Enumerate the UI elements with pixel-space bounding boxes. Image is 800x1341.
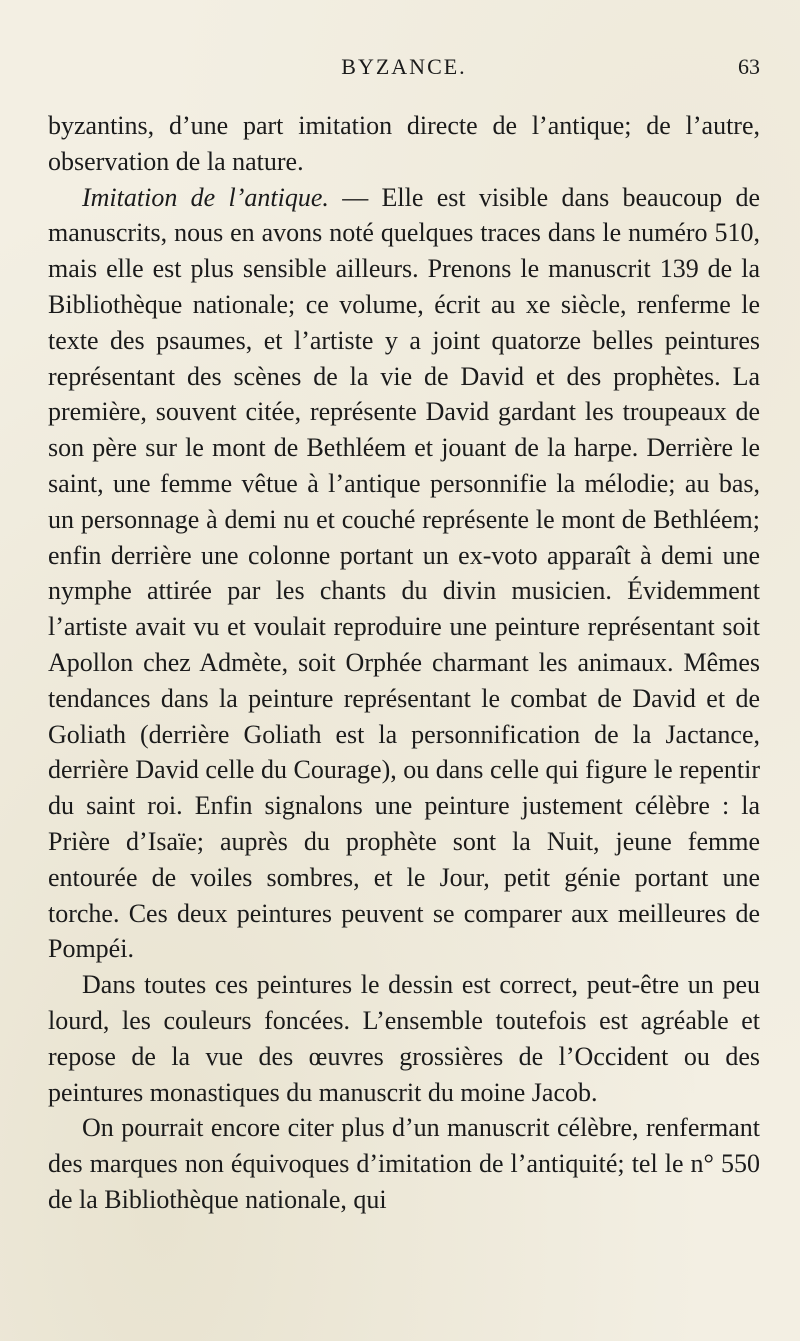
running-title: BYZANCE.: [341, 54, 467, 79]
paragraph-4: [48, 1110, 760, 1217]
paragraph-1-text: byzantins, d’une part imitation directe de l’antique; de l’autre, observation de la nature.: [48, 111, 760, 176]
running-head: [48, 54, 760, 84]
body-text: [48, 108, 760, 1218]
paragraph-2: [48, 180, 760, 968]
paragraph-4-text: On pourrait encore citer plus d’un manuscrit célèbre, renfermant des marques non équivoques d’imitation de l’antiquité; tel le n° 550 de la Bibliothèque nationale, qui: [48, 1113, 760, 1214]
paragraph-2-text: — Elle est visible dans beaucoup de manuscrits, nous en avons noté quelques traces dans le numéro 510, mais elle est plus sensible ailleurs. Prenons le manuscrit 139 de la Bibliothèque nationale; ce volume, écrit au xe siècle, renferme le texte des psaumes, et l’artiste y a joint quatorze belles peintures représentant des scènes de la vie de David et des prophètes. La première, souvent citée, représente David gardant les troupeaux de son père sur le mont de Bethléem et jouant de la harpe. Derrière le saint, une femme vêtue à l’antique personnifie la mélodie; au bas, un personnage à demi nu et couché représente le mont de Bethléem; enfin derrière une colonne portant un ex-voto apparaît à demi une nymphe attirée par les chants du divin musicien. Évidemment l’artiste avait vu et voulait reproduire une peinture représentant soit Apollon chez Admète, soit Orphée charmant les animaux. Mêmes tendances dans la peinture représentant le combat de David et de Goliath (derrière Goliath est la personnification de la Jactance, derrière David celle du Courage), ou dans celle qui figure le repentir du saint roi. Enfin signalons une peinture justement célèbre : la Prière d’Isaïe; auprès du prophète sont la Nuit, jeune femme entourée de voiles sombres, et le Jour, petit génie portant une torche. Ces deux peintures peuvent se comparer aux meilleures de Pompéi.: [48, 182, 760, 964]
paragraph-3-text: Dans toutes ces peintures le dessin est correct, peut-être un peu lourd, les couleurs foncées. L’ensemble toutefois est agréable et repose de la vue des œuvres grossières de l’Occident ou des peintures monastiques du manuscrit du moine Jacob.: [48, 970, 760, 1107]
page-number: 63: [738, 54, 760, 79]
paragraph-2-lead: Imitation de l’antique.: [82, 182, 329, 212]
paragraph-3: [48, 967, 760, 1110]
paragraph-1: [48, 108, 760, 180]
